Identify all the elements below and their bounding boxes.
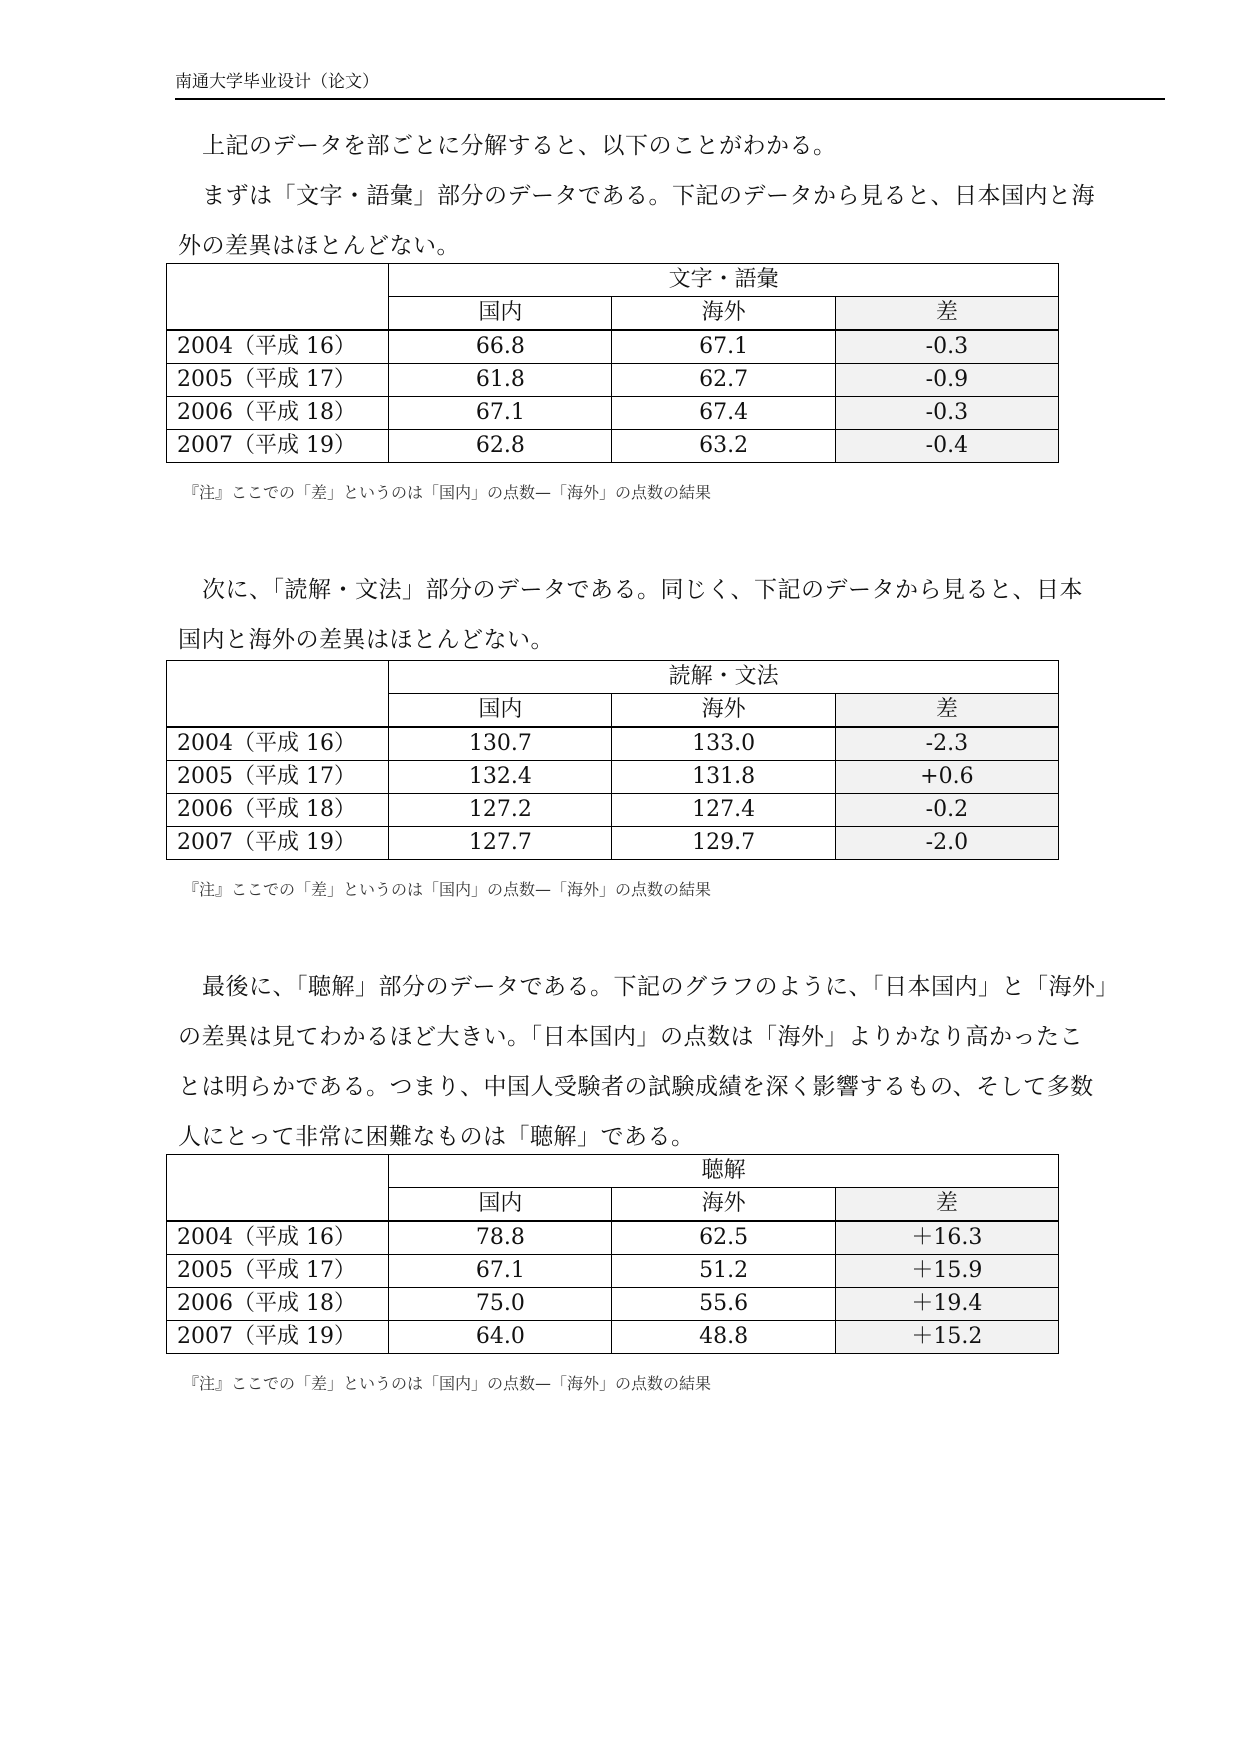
diff-cell: -0.3 [835,330,1058,364]
overseas-cell: 62.7 [612,364,835,397]
year-cell: 2007（平成 19） [167,827,389,860]
overseas-cell: 67.4 [612,397,835,430]
diff-cell: -2.0 [835,827,1058,860]
listening-line-3: とは明らかである。つまり、中国人受験者の試験成績を深く影響するもの、そして多数 [178,1074,1094,1100]
year-cell: 2006（平成 18） [167,794,389,827]
diff-cell: ＋15.9 [835,1255,1058,1288]
year-cell: 2005（平成 17） [167,364,389,397]
diff-cell: -2.3 [835,727,1058,761]
domestic-cell: 64.0 [389,1321,612,1354]
overseas-cell: 127.4 [612,794,835,827]
domestic-cell: 75.0 [389,1288,612,1321]
year-cell: 2005（平成 17） [167,1255,389,1288]
domestic-cell: 130.7 [389,727,612,761]
intro-line-1: 上記のデータを部ごとに分解すると、以下のことがわかる。 [202,133,837,159]
column-header-overseas: 海外 [612,297,835,331]
listening-line-2: の差異は見てわかるほど大きい。「日本国内」の点数は「海外」よりかなり高かったこ [178,1024,1083,1050]
year-cell: 2004（平成 16） [167,1221,389,1255]
diff-cell: ＋15.2 [835,1321,1058,1354]
table-corner [167,661,389,728]
diff-cell: -0.2 [835,794,1058,827]
domestic-cell: 66.8 [389,330,612,364]
column-header-domestic: 国内 [389,1188,612,1222]
year-cell: 2004（平成 16） [167,727,389,761]
diff-cell: ＋16.3 [835,1221,1058,1255]
table-row [167,430,1059,463]
diff-cell: -0.9 [835,364,1058,397]
domestic-cell: 67.1 [389,397,612,430]
column-header-domestic: 国内 [389,694,612,728]
column-header-overseas: 海外 [612,694,835,728]
table-corner [167,1155,389,1222]
domestic-cell: 61.8 [389,364,612,397]
listening-table [166,1154,1059,1354]
listening-line-1: 最後に、「聴解」部分のデータである。下記のグラフのように、「日本国内」と「海外」 [202,974,1119,1000]
table-row [167,397,1059,430]
table-corner [167,264,389,331]
year-cell: 2004（平成 16） [167,330,389,364]
vocabulary-table [166,263,1059,463]
reading-paragraph [178,565,1163,665]
domestic-cell: 78.8 [389,1221,612,1255]
year-cell: 2006（平成 18） [167,1288,389,1321]
page-header: 南通大学毕业设计（论文） [175,70,1165,100]
reading-line-2: 国内と海外の差異はほとんどない。 [178,627,554,653]
year-cell: 2005（平成 17） [167,761,389,794]
column-header-domestic: 国内 [389,297,612,331]
table-row [167,794,1059,827]
overseas-cell: 55.6 [612,1288,835,1321]
domestic-cell: 67.1 [389,1255,612,1288]
table-row [167,1321,1059,1354]
table-row [167,761,1059,794]
overseas-cell: 63.2 [612,430,835,463]
intro-line-2: まずは「文字・語彙」部分のデータである。下記のデータから見ると、日本国内と海 [202,183,1095,209]
table-note: 『注』ここでの「差」というのは「国内」の点数—「海外」の点数の結果 [183,880,712,899]
diff-cell: -0.3 [835,397,1058,430]
overseas-cell: 133.0 [612,727,835,761]
table-title: 読解・文法 [389,661,1059,694]
overseas-cell: 51.2 [612,1255,835,1288]
domestic-cell: 62.8 [389,430,612,463]
listening-line-4: 人にとって非常に困難なものは「聴解」である。 [178,1124,695,1150]
column-header-diff: 差 [835,1188,1058,1222]
reading-grammar-table [166,660,1059,860]
domestic-cell: 132.4 [389,761,612,794]
overseas-cell: 62.5 [612,1221,835,1255]
column-header-diff: 差 [835,694,1058,728]
intro-paragraph [178,121,1163,271]
diff-cell: +0.6 [835,761,1058,794]
year-cell: 2006（平成 18） [167,397,389,430]
table-note: 『注』ここでの「差」というのは「国内」の点数—「海外」の点数の結果 [183,1374,712,1393]
table-row [167,1255,1059,1288]
table-row [167,330,1059,364]
year-cell: 2007（平成 19） [167,430,389,463]
table-row [167,727,1059,761]
domestic-cell: 127.7 [389,827,612,860]
diff-cell: -0.4 [835,430,1058,463]
table-title: 文字・語彙 [389,264,1059,297]
table-row [167,364,1059,397]
year-cell: 2007（平成 19） [167,1321,389,1354]
table-note: 『注』ここでの「差」というのは「国内」の点数—「海外」の点数の結果 [183,483,712,502]
overseas-cell: 48.8 [612,1321,835,1354]
table-row [167,1221,1059,1255]
table-row [167,1288,1059,1321]
listening-paragraph [178,962,1163,1162]
overseas-cell: 67.1 [612,330,835,364]
column-header-overseas: 海外 [612,1188,835,1222]
reading-line-1: 次に、「読解・文法」部分のデータである。同じく、下記のデータから見ると、日本 [202,577,1084,603]
table-row [167,827,1059,860]
intro-line-3: 外の差異はほとんどない。 [178,233,460,259]
overseas-cell: 129.7 [612,827,835,860]
domestic-cell: 127.2 [389,794,612,827]
column-header-diff: 差 [835,297,1058,331]
table-title: 聴解 [389,1155,1059,1188]
overseas-cell: 131.8 [612,761,835,794]
diff-cell: ＋19.4 [835,1288,1058,1321]
